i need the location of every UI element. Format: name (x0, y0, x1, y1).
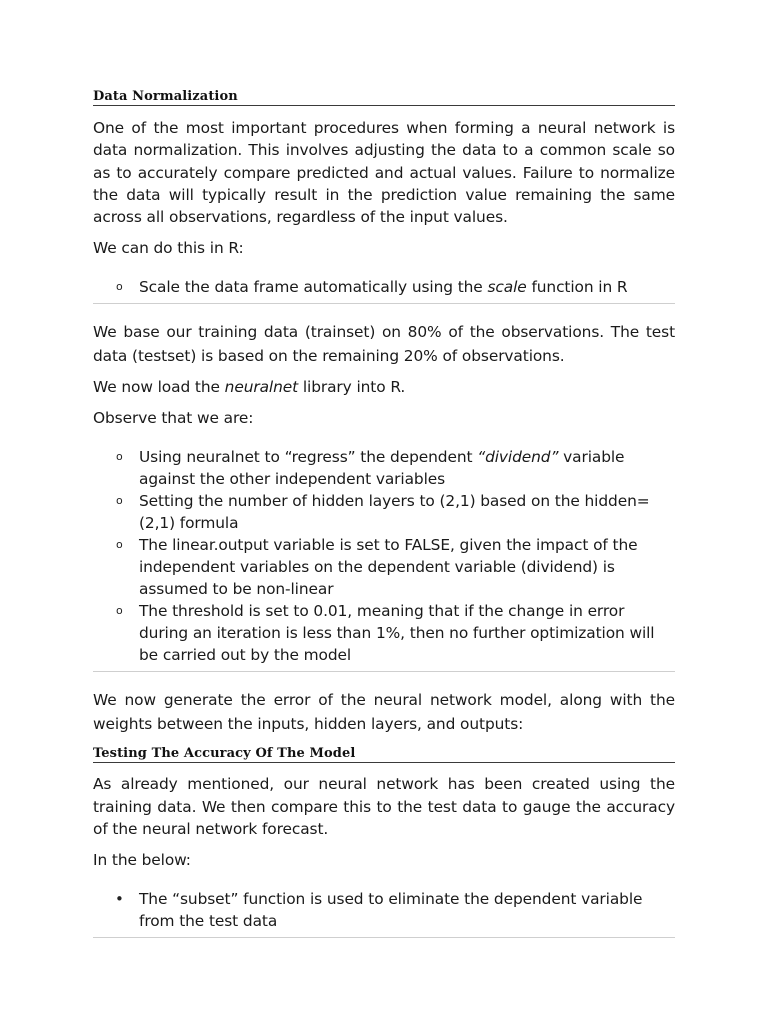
circle-bullet-icon (116, 490, 123, 512)
paragraph-in-the-below: In the below: (93, 851, 191, 870)
bullet-list-scale (93, 276, 675, 304)
list-item: • The “subset” function is used to eliminate the dependent variable from the test data (93, 888, 675, 932)
paragraph-accuracy-intro: As already mentioned, our neural network has been created using the training data. We then compare this to the test data to gauge the accuracy of the neural network forecast. (93, 775, 675, 838)
list-item: o The linear.output variable is set to FALSE, given the impact of the independent variables on the dependent variable (dividend) is assumed to be non-linear (93, 534, 675, 600)
bullet-list-subset (93, 888, 675, 938)
paragraph-load-neuralnet: We now load the neuralnet library into R. (93, 377, 406, 396)
section-heading-data-normalization: Data Normalization (93, 89, 675, 106)
paragraph-train-test-split: We base our training data (trainset) on 80% of the observations. The test data (testset) is based on the remaining 20% of observations. (93, 322, 675, 365)
paragraph-r-intro: We can do this in R: (93, 239, 244, 258)
circle-bullet-icon (116, 276, 123, 298)
page-content (93, 89, 675, 938)
paragraph-normalization-intro: One of the most important procedures when forming a neural network is data normalization. This involves adjusting the data to a common scale so as to accurately compare predicted and actual values. Failure to normalize the data will typically result in the prediction value remaining the same across all observations, regardless of the input values. (93, 119, 675, 227)
paragraph-generate-error: We now generate the error of the neural network model, along with the weights between the inputs, hidden layers, and outputs: (93, 691, 675, 734)
list-item: o Setting the number of hidden layers to (2,1) based on the hidden=(2,1) formula (93, 490, 675, 534)
section-heading-testing-accuracy: Testing The Accuracy Of The Model (93, 746, 675, 763)
bullet-list-neuralnet-settings (93, 446, 675, 672)
list-item: o The threshold is set to 0.01, meaning that if the change in error during an iteration is less than 1%, then no further optimization will be carried out by the model (93, 600, 675, 666)
circle-bullet-icon (116, 446, 123, 468)
list-item: o Using neuralnet to “regress” the dependent “dividend” variable against the other independent variables (93, 446, 675, 490)
circle-bullet-icon (116, 534, 123, 556)
paragraph-observe: Observe that we are: (93, 409, 254, 428)
circle-bullet-icon (116, 600, 123, 622)
list-item: o Scale the data frame automatically using the scale function in R (93, 276, 675, 298)
dot-bullet-icon (115, 888, 124, 910)
